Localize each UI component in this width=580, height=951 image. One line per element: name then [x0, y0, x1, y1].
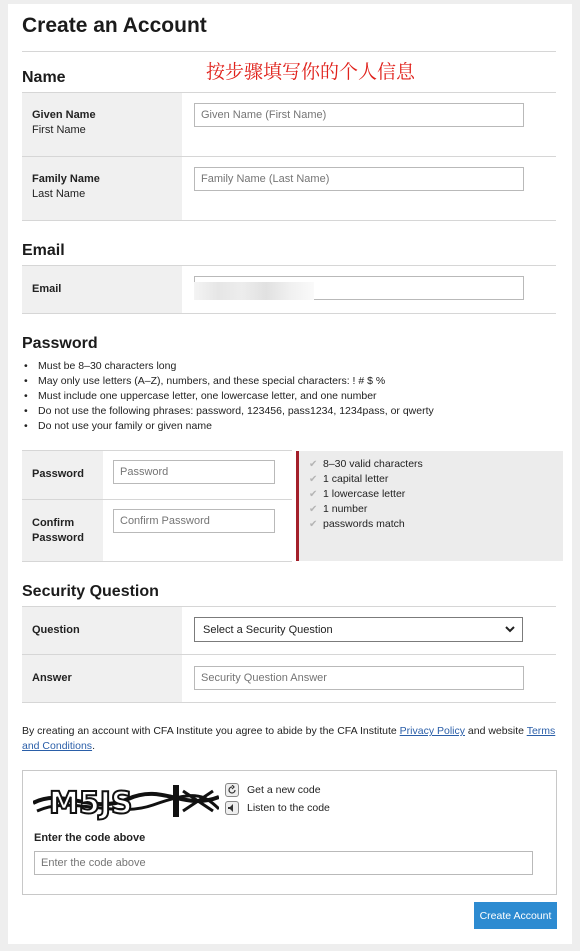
check-icon: ✔	[309, 489, 318, 500]
family-name-label: Family Name	[32, 173, 100, 185]
check-icon: ✔	[309, 504, 318, 515]
captcha-input[interactable]	[34, 851, 533, 875]
confirm-password-label-cell	[22, 500, 103, 561]
security-answer-input[interactable]	[194, 666, 524, 690]
terms-text: By creating an account with CFA Institute you agree to abide by the CFA Institute Privacy Policy and website Terms and Conditions.	[22, 725, 556, 752]
confirm-password-input[interactable]	[113, 509, 275, 533]
family-name-label-cell	[22, 157, 182, 220]
svg-text:M5JS: M5JS	[49, 786, 133, 821]
name-heading: Name	[22, 69, 66, 86]
last-name-sublabel: Last Name	[32, 188, 86, 200]
given-name-input[interactable]	[194, 103, 524, 127]
create-account-form	[8, 4, 572, 944]
family-name-input[interactable]	[194, 167, 524, 191]
audio-icon[interactable]	[225, 801, 239, 815]
annotation-text: 按步骤填写你的个人信息	[206, 61, 416, 83]
password-label: Password	[32, 468, 84, 480]
redacted-email-value	[194, 282, 314, 300]
given-name-label: Given Name	[32, 109, 96, 121]
get-new-code-link[interactable]: Get a new code	[247, 784, 321, 796]
question-label-cell	[22, 607, 182, 654]
confirm-label-line2: Password	[32, 532, 84, 544]
requirement-item: ✔ passwords match	[309, 518, 405, 530]
divider	[22, 702, 556, 703]
terms-link[interactable]: Terms and Conditions	[22, 725, 556, 752]
captcha-label: Enter the code above	[34, 832, 146, 844]
requirement-item: ✔ 8–30 valid characters	[309, 458, 423, 470]
password-requirements-panel	[296, 451, 563, 561]
divider	[22, 561, 292, 562]
check-icon: ✔	[309, 474, 318, 485]
requirement-item: ✔ 1 capital letter	[309, 473, 389, 485]
password-rule: • Do not use your family or given name	[24, 419, 434, 434]
password-rule: • Must include one uppercase letter, one lowercase letter, and one number	[24, 389, 434, 404]
listen-code-link[interactable]: Listen to the code	[247, 802, 330, 814]
password-rule: • May only use letters (A–Z), numbers, and these special characters: ! # $ %	[24, 374, 434, 389]
confirm-label-line1: Confirm	[32, 517, 75, 529]
password-label-cell	[22, 451, 103, 499]
requirement-item: ✔ 1 lowercase letter	[309, 488, 406, 500]
select-value: Select a Security Question	[203, 623, 333, 636]
captcha-box	[22, 770, 557, 895]
check-icon: ✔	[309, 519, 318, 530]
password-rule: • Must be 8–30 characters long	[24, 359, 434, 374]
security-heading: Security Question	[22, 583, 159, 600]
privacy-policy-link[interactable]: Privacy Policy	[399, 725, 465, 737]
answer-label: Answer	[32, 672, 72, 684]
check-icon: ✔	[309, 459, 318, 470]
password-rules-list	[24, 359, 434, 434]
email-label: Email	[32, 283, 62, 295]
given-name-label-cell	[22, 93, 182, 156]
password-input[interactable]	[113, 460, 275, 484]
email-label-cell	[22, 266, 182, 313]
email-heading: Email	[22, 242, 65, 259]
answer-label-cell	[22, 655, 182, 702]
divider	[22, 51, 556, 52]
chevron-down-icon	[504, 621, 516, 640]
question-label: Question	[32, 624, 80, 636]
security-question-select[interactable]	[194, 617, 523, 642]
password-heading: Password	[22, 335, 98, 352]
captcha-image	[33, 781, 219, 821]
divider	[22, 220, 556, 221]
page-title: Create an Account	[22, 14, 207, 37]
refresh-icon[interactable]	[225, 783, 239, 797]
divider	[22, 313, 556, 314]
password-rule: • Do not use the following phrases: password, 123456, pass1234, 1234pass, or qwerty	[24, 404, 434, 419]
requirement-item: ✔ 1 number	[309, 503, 368, 515]
first-name-sublabel: First Name	[32, 124, 86, 136]
create-account-button[interactable]: Create Account	[474, 902, 557, 929]
